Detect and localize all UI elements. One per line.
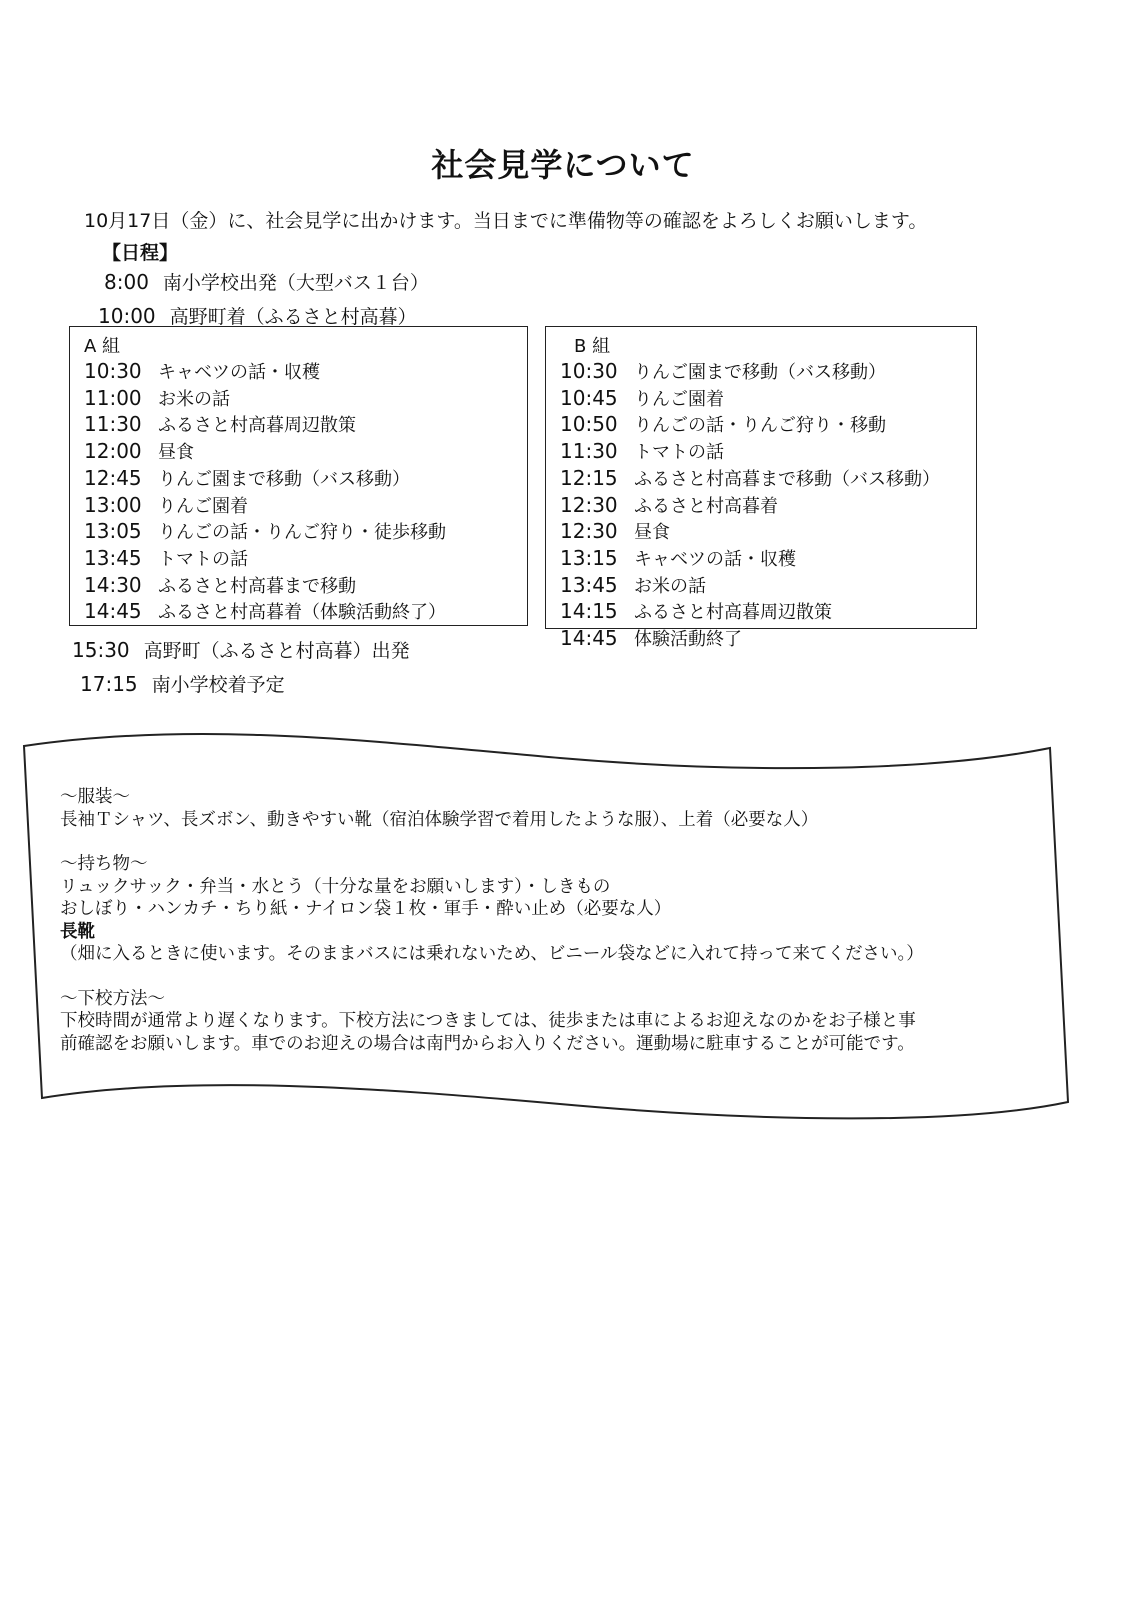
- dismissal-heading: ～下校方法～: [60, 988, 165, 1009]
- schedule-time: 17:15: [80, 672, 138, 696]
- schedule-heading: 【日程】: [102, 242, 179, 264]
- page-title: 社会見学について: [431, 146, 695, 184]
- clothing-heading: ～服装～: [60, 787, 130, 807]
- row-activity: りんご園着: [634, 388, 724, 410]
- row-activity: ふるさと村高暮着: [634, 495, 778, 517]
- intro-text: 10月17日（金）に、社会見学に出かけます。当日までに準備物等の確認をよろしくお願いします。: [84, 210, 928, 232]
- row-activity: りんごの話・りんご狩り・移動: [634, 415, 886, 437]
- row-time: 12:30: [560, 519, 618, 544]
- row-time: 13:05: [84, 519, 142, 544]
- schedule-time: 15:30: [72, 638, 130, 662]
- row-time: 10:30: [560, 359, 618, 383]
- row-time: 14:45: [560, 626, 618, 651]
- row-activity: 昼食: [634, 522, 670, 544]
- items-line-1: リュックサック・弁当・水とう（十分な量をお願いします）・しきもの: [60, 876, 611, 897]
- row-time: 11:30: [560, 439, 618, 464]
- row-activity: ふるさと村高暮周辺散策: [158, 415, 356, 437]
- boots-label: 長靴: [60, 921, 95, 942]
- row-time: 10:30: [84, 359, 142, 383]
- row-activity: りんごの話・りんご狩り・徒歩移動: [158, 522, 446, 544]
- row-activity: ふるさと村高暮まで移動（バス移動）: [634, 468, 940, 490]
- row-time: 12:30: [560, 492, 618, 517]
- group-b-title: B 組: [574, 336, 611, 357]
- clothing-text: 長袖Ｔシャツ、長ズボン、動きやすい靴（宿泊体験学習で着用したような服）、上着（必要な人）: [60, 809, 819, 830]
- row-time: 12:45: [84, 465, 142, 490]
- row-activity: ふるさと村高暮着（体験活動終了）: [158, 602, 446, 624]
- row-activity: トマトの話: [634, 442, 724, 464]
- row-activity: りんご園まで移動（バス移動）: [634, 362, 886, 383]
- row-time: 14:15: [560, 599, 618, 624]
- row-time: 13:45: [560, 572, 618, 597]
- row-activity: ふるさと村高暮周辺散策: [634, 602, 832, 624]
- row-activity: キャベツの話・収穫: [158, 362, 320, 383]
- row-time: 13:45: [84, 545, 142, 570]
- row-time: 13:15: [560, 545, 618, 570]
- row-time: 11:00: [84, 385, 142, 410]
- row-activity: りんご園着: [158, 495, 248, 517]
- notes-section: [60, 786, 924, 1055]
- schedule-text: 高野町着（ふるさと村高暮）: [169, 306, 417, 328]
- schedule-text: 南小学校着予定: [151, 674, 285, 696]
- row-activity: 昼食: [158, 442, 194, 464]
- row-time: 12:00: [84, 439, 142, 464]
- schedule-time: 10:00: [98, 304, 156, 328]
- schedule-text: 高野町（ふるさと村高暮）出発: [143, 640, 410, 662]
- row-time: 14:30: [84, 572, 142, 597]
- row-time: 11:30: [84, 412, 142, 437]
- items-heading: ～持ち物～: [60, 854, 148, 874]
- row-activity: ふるさと村高暮まで移動: [158, 575, 356, 597]
- row-time: 10:50: [560, 412, 618, 437]
- row-time: 14:45: [84, 599, 142, 624]
- row-activity: キャベツの話・収穫: [634, 548, 796, 570]
- row-activity: トマトの話: [158, 548, 248, 570]
- row-activity: りんご園まで移動（バス移動）: [158, 468, 410, 490]
- row-time: 12:15: [560, 465, 618, 490]
- items-line-2: おしぼり・ハンカチ・ちり紙・ナイロン袋１枚・軍手・酔い止め（必要な人）: [60, 899, 672, 919]
- row-time: 13:00: [84, 492, 142, 517]
- boots-note: （畑に入るときに使います。そのままバスには乗れないため、ビニール袋などに入れて持って来てください。）: [60, 944, 924, 964]
- row-time: 10:45: [560, 385, 618, 410]
- row-activity: 体験活動終了: [634, 629, 742, 651]
- schedule-time: 8:00: [104, 270, 149, 294]
- dismissal-line-1: 下校時間が通常より遅くなります。下校方法につきましては、徒歩または車によるお迎えなのかをお子様と事: [60, 1011, 916, 1031]
- dismissal-line-2: 前確認をお願いします。車でのお迎えの場合は南門からお入りください。運動場に駐車することが可能です。: [60, 1033, 915, 1054]
- row-activity: お米の話: [634, 575, 706, 597]
- group-a-title: A 組: [84, 336, 121, 357]
- row-activity: お米の話: [158, 388, 230, 410]
- schedule-text: 南小学校出発（大型バス１台）: [162, 272, 429, 294]
